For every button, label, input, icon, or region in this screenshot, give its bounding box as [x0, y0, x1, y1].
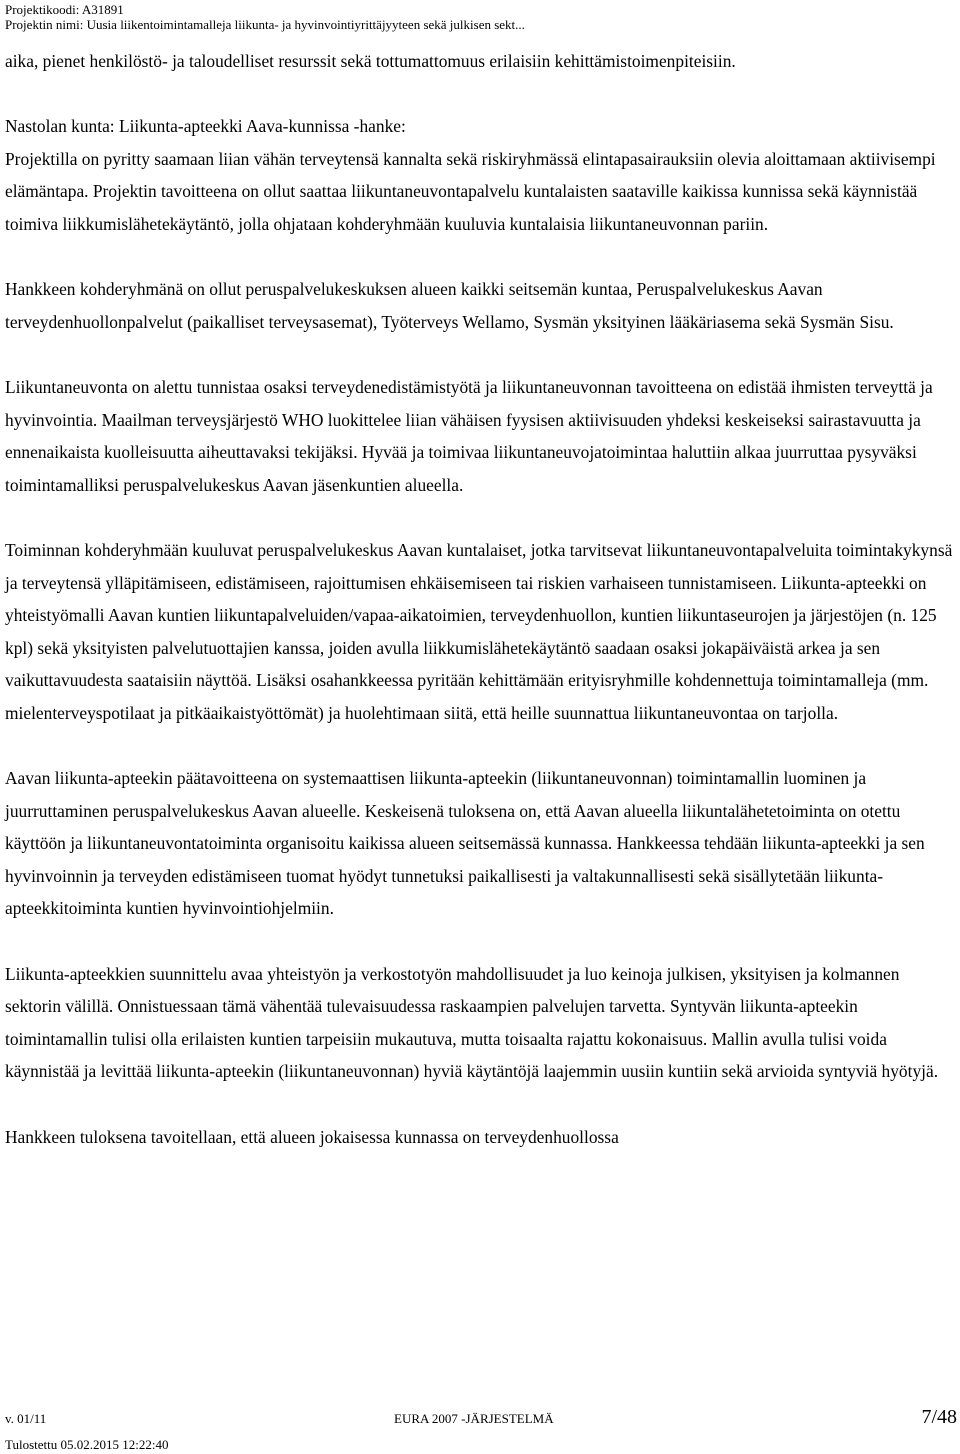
- section-heading: Nastolan kunta: Liikunta-apteekki Aava-kunnissa -hanke:: [5, 116, 406, 137]
- paragraph: Aavan liikunta-apteekin päätavoitteena on systemaattisen liikunta-apteekin (liikuntaneuvonnan) toimintamallin luominen ja juurruttaminen peruspalvelukeskus Aavan alueelle. Keskeisenä tuloksena on, että Aavan alueella liikuntalähetetoiminta on otettu käyttöön ja liikuntaneuvontatoiminta organisoitu kaikissa alueen seitsemässä kunnassa. Hankkeessa tehdään liikunta-apteekki ja sen hyvinvoinnin ja terveyden edistämiseen tuomat hyödyt tunnetuksi paikallisesti ja valtakunnallisesti sekä sisällytetään liikunta-apteekkitoiminta kuntien hyvinvointiohjelmiin.: [5, 768, 925, 919]
- paragraph: Projektilla on pyritty saamaan liian vähän terveytensä kannalta sekä riskiryhmässä elintapasairauksiin olevia aloittamaan aktiivisempi elämäntapa. Projektin tavoitteena on ollut saattaa liikuntaneuvontapalvelu kuntalaisten saataville kaikissa kunnissa sekä käynnistää toimiva liikkumislähetekäytäntö, jolla ohjataan kohderyhmään kuuluvia kuntalaisia liikuntaneuvonnan pariin.: [5, 148, 936, 234]
- paragraph: Liikunta-apteekkien suunnittelu avaa yhteistyön ja verkostotyön mahdollisuudet ja luo keinoja julkisen, yksityisen ja kolmannen sektorin välillä. Onnistuessaan tämä vähentää tulevaisuudessa raskaampien palvelujen tarvetta. Syntyvän liikunta-apteekin toimintamallin tulisi olla erilaisten kuntien tarpeisiin mukautuva, mutta toisaalta rajattu kokonaisuus. Mallin avulla tulisi voida käynnistää ja levittää liikunta-apteekin (liikuntaneuvonnan) hyviä käytäntöjä laajemmin uusiin kuntiin sekä arvioida syntyviä hyötyjä.: [5, 963, 939, 1082]
- footer-system-name: EURA 2007 -JÄRJESTELMÄ: [394, 1411, 554, 1426]
- printed-timestamp: Tulostettu 05.02.2015 12:22:40: [5, 1437, 169, 1452]
- paragraph: Toiminnan kohderyhmään kuuluvat peruspalvelukeskus Aavan kuntalaiset, jotka tarvitsevat liikuntaneuvontapalveluita toimintakykynsä ja terveytensä ylläpitämiseen, edistämiseen, rajoittumisen ehkäisemiseen tai riskien varhaiseen tunnistamiseen. Liikunta-apteekki on yhteistyömalli Aavan kuntien liikuntapalveluiden/vapaa-aikatoimien, terveydenhuollon, kuntien liikuntaseurojen ja järjestöjen (n. 125 kpl) sekä yksityisten palvelutuottajien kanssa, joiden avulla liikkumislähetekäytäntö saadaan osaksi jokapäiväistä arkea ja sen vaikuttavuudesta saataisiin näyttöä. Lisäksi osahankkeessa pyritään kehittämään erityisryhmille kohdennettuja toimintamalleja (mm. mielenterveyspotilaat ja pitkäaikaistyöttömät) ja huolehtimaan siitä, että heille suunnattua liikuntaneuvontaa on tarjolla.: [5, 539, 953, 723]
- document-header: [5, 2, 525, 32]
- document-footer: [5, 1407, 960, 1454]
- paragraph: Liikuntaneuvonta on alettu tunnistaa osaksi terveydenedistämistyötä ja liikuntaneuvonnan tavoitteena on edistää ihmisten terveyttä ja hyvinvointia. Maailman terveysjärjestö WHO luokittelee liian vähäisen fyysisen aktiivisuuden yhdeksi keskeiseksi sairastavuutta ja ennenaikaista kuolleisuutta aiheuttavaksi tekijäksi. Hyvää ja toimivaa liikuntaneuvojatoimintaa haluttiin alkaa juurruttaa pysyväksi toimintamalliksi peruspalvelukeskus Aavan jäsenkuntien alueella.: [5, 376, 933, 495]
- paragraph: Hankkeen kohderyhmänä on ollut peruspalvelukeskuksen alueen kaikki seitsemän kuntaa, Peruspalvelukeskus Aavan terveydenhuollonpalvelut (paikalliset terveysasemat), Työterveys Wellamo, Sysmän yksityinen lääkäriasema sekä Sysmän Sisu.: [5, 279, 894, 332]
- project-name: Projektin nimi: Uusia liikentoimintamalleja liikunta- ja hyvinvointiyrittäjyyteen sekä julkisen sekt...: [5, 17, 525, 32]
- paragraph: Hankkeen tuloksena tavoitellaan, että alueen jokaisessa kunnassa on terveydenhuollossa: [5, 1126, 619, 1147]
- footer-version: v. 01/11: [5, 1411, 47, 1426]
- document-body: [5, 45, 957, 1186]
- page-number: 7/48: [921, 1406, 957, 1428]
- project-code: Projektikoodi: A31891: [5, 2, 124, 17]
- paragraph-continuation: aika, pienet henkilöstö- ja taloudelliset resurssit sekä tottumattomuus erilaisiin kehittämistoimenpiteisiin.: [5, 51, 736, 71]
